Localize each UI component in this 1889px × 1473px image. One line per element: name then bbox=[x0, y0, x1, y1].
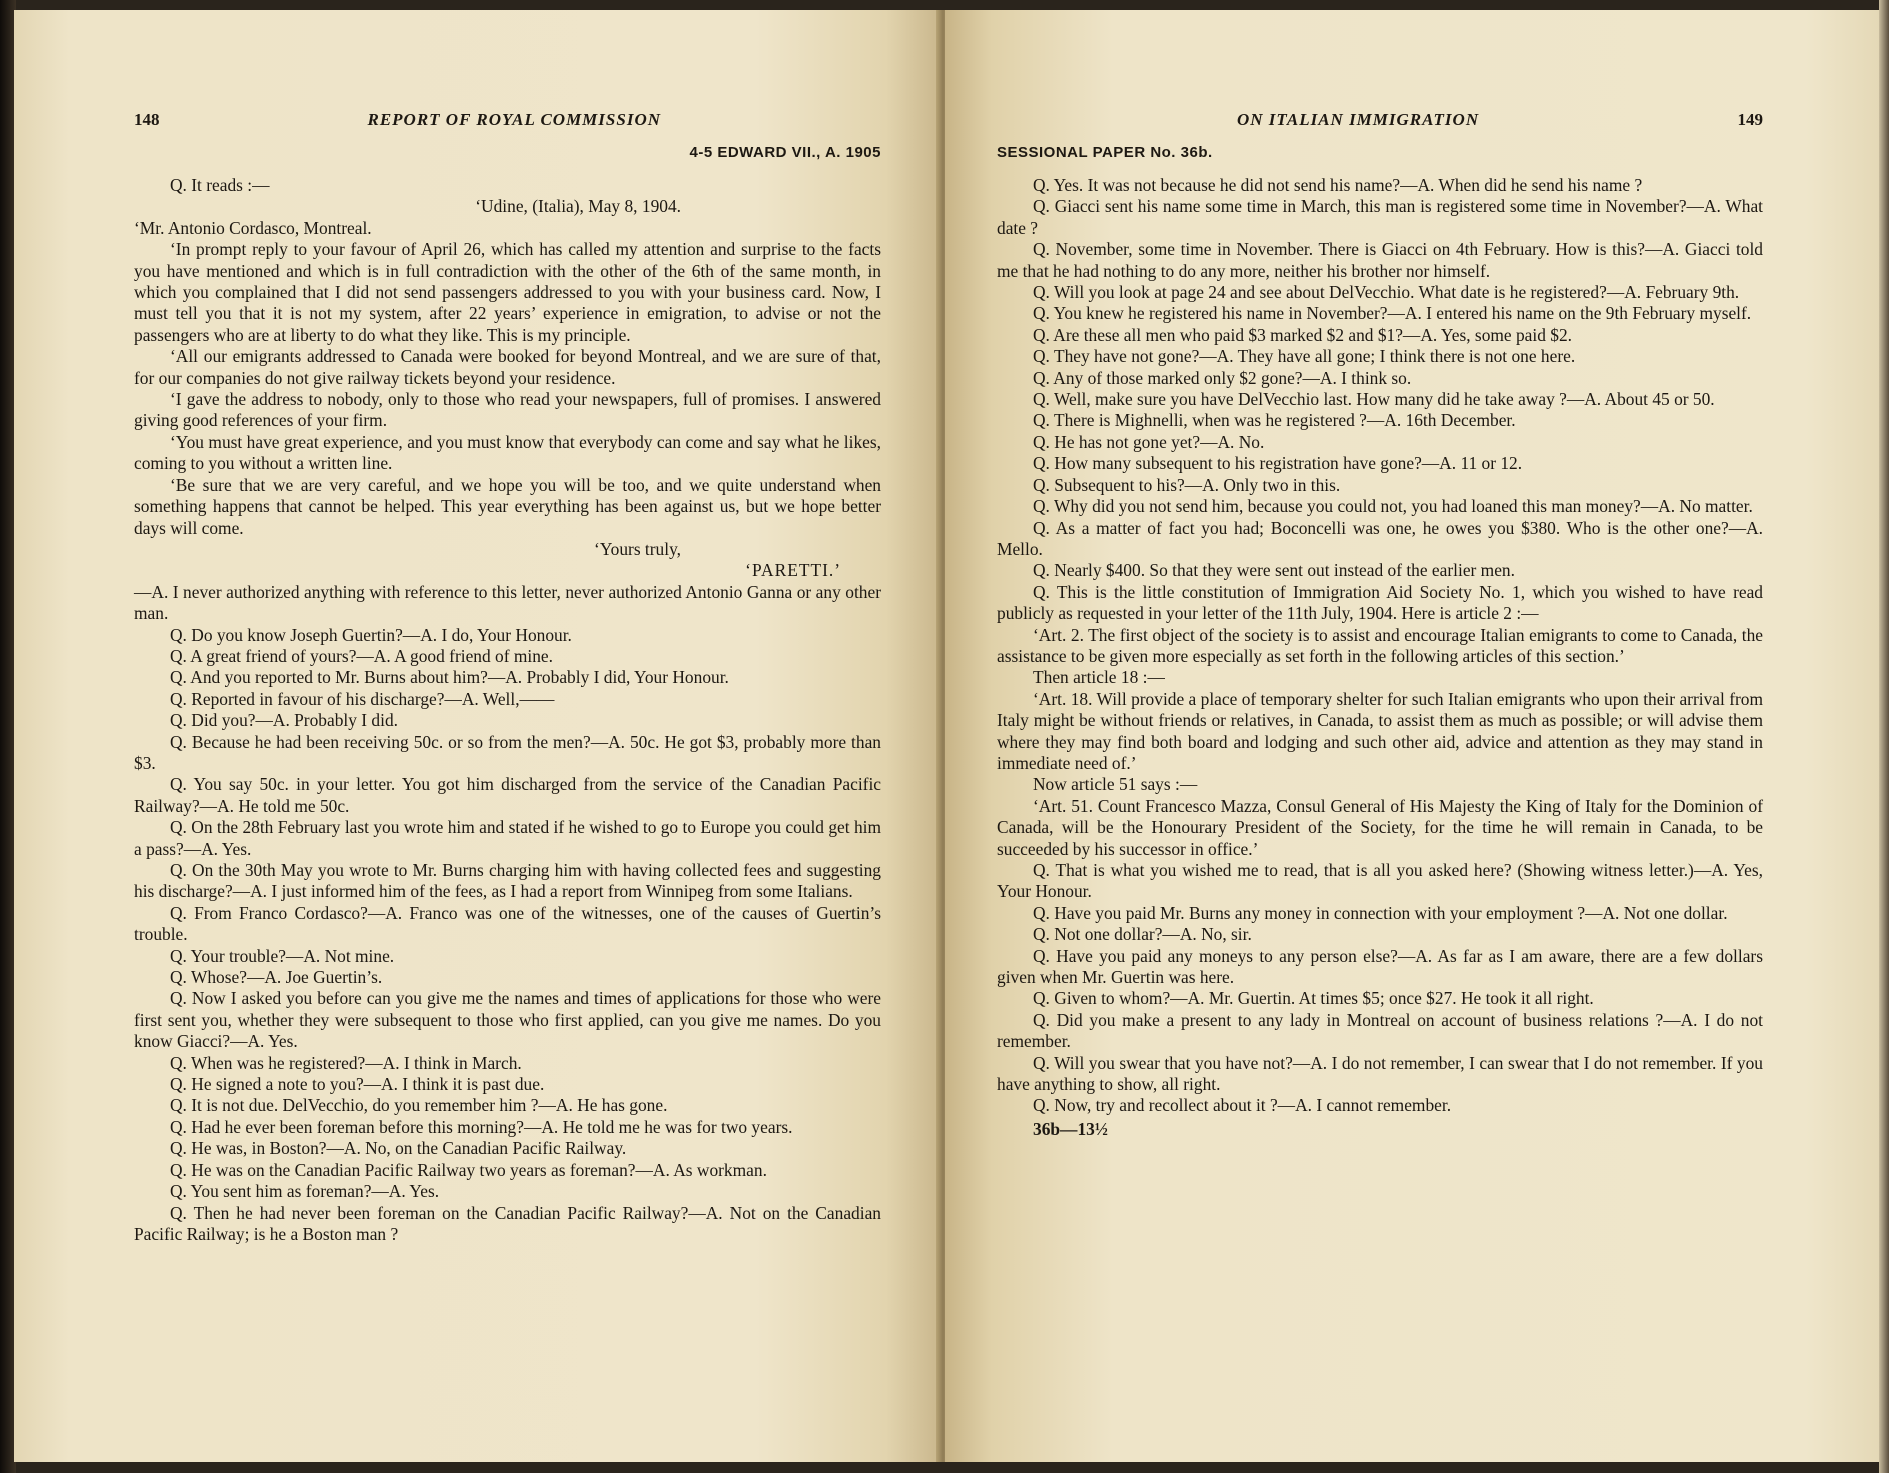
paragraph: ‘Mr. Antonio Cordasco, Montreal. bbox=[134, 217, 372, 238]
paragraph: Q. He was, in Boston?—A. No, on the Canadian Pacific Railway. bbox=[170, 1138, 627, 1159]
paragraph: Q. Now, try and recollect about it ?—A. I cannot remember. bbox=[1033, 1095, 1452, 1116]
left-page-number: 148 bbox=[134, 110, 160, 129]
right-page-footer bbox=[997, 1119, 1763, 1140]
paragraph: Q. A great friend of yours?—A. A good friend of mine. bbox=[170, 645, 553, 666]
paragraph: Q. On the 28th February last you wrote him and stated if he wished to go to Europe you could get him a pass?—A. Yes. bbox=[134, 817, 881, 859]
paragraph: Q. From Franco Cordasco?—A. Franco was one of the witnesses, one of the causes of Guertin’s trouble. bbox=[134, 902, 881, 945]
paragraph: Q. You say 50c. in your letter. You got him discharged from the service of the Canadian Pacific Railway?—A. He told me 50c. bbox=[134, 774, 881, 816]
paragraph: Q. Have you paid any moneys to any person else?—A. As far as I am aware, there are a few dollars given when Mr. Guertin was here. bbox=[997, 945, 1763, 988]
paragraph: ‘In prompt reply to your favour of April 26, which has called my attention and surprise to the facts you have mentioned and which is in full contradiction with the other of the 6th of the same month, in which you complained that I did not send passengers addressed to you with your business card. Now, I must tell you that it is not my system, after 22 years’ experience in emigration, to advise or not the passengers who are at liberty to do what they like. This is my principle. bbox=[134, 239, 881, 345]
left-page-body bbox=[134, 175, 881, 1245]
paragraph: ‘I gave the address to nobody, only to those who read your newspapers, full of promises. I answered giving good references of your firm. bbox=[134, 389, 881, 431]
paragraph: ‘Yours truly, bbox=[594, 538, 681, 559]
paragraph: Q. Are these all men who paid $3 marked $2 and $1?—A. Yes, some paid $2. bbox=[1033, 324, 1573, 345]
paragraph: —A. I never authorized anything with reference to this letter, never authorized Antonio Ganna or any other man. bbox=[134, 581, 881, 624]
paragraph: Q. That is what you wished me to read, that is all you asked here? (Showing witness letter.)—A. Yes, Your Honour. bbox=[997, 860, 1763, 902]
paragraph: Q. This is the little constitution of Immigration Aid Society No. 1, which you wished to have read publicly as requested in your letter of the 11th July, 1904. Here is article 2 :— bbox=[997, 581, 1763, 624]
paragraph: Q. When was he registered?—A. I think in March. bbox=[170, 1052, 522, 1073]
paragraph: Q. As a matter of fact you had; Boconcelli was one, he owes you $380. Who is the other one?—A. Mello. bbox=[997, 517, 1763, 559]
paragraph: Q. He has not gone yet?—A. No. bbox=[1033, 431, 1265, 452]
paragraph: Q. How many subsequent to his registration have gone?—A. 11 or 12. bbox=[1033, 453, 1523, 474]
paragraph: Q. Your trouble?—A. Not mine. bbox=[170, 945, 395, 966]
paragraph: Q. Giacci sent his name some time in March, this man is registered some time in November?—A. What date ? bbox=[997, 196, 1763, 238]
paragraph: Q. It reads :— bbox=[170, 175, 270, 195]
paragraph: Q. Well, make sure you have DelVecchio last. How many did he take away ?—A. About 45 or 50. bbox=[1033, 389, 1715, 410]
paragraph: Q. He was on the Canadian Pacific Railway two years as foreman?—A. As workman. bbox=[170, 1159, 767, 1180]
right-session-line: SESSIONAL PAPER No. 36b. bbox=[997, 144, 1213, 161]
paragraph: Q. Will you swear that you have not?—A. I do not remember, I can swear that I do not remember. If you have anything to show, all right. bbox=[997, 1052, 1763, 1095]
paragraph: Q. November, some time in November. There is Giacci on 4th February. How is this?—A. Giacci told me that he had nothing to do any more, neither his brother nor himself. bbox=[997, 239, 1763, 281]
paragraph: Q. He signed a note to you?—A. I think it is past due. bbox=[170, 1074, 545, 1095]
paragraph: ‘PARETTI.’ bbox=[745, 560, 841, 581]
paragraph: Q. Why did you not send him, because you could not, you had loaned this man money?—A. No matter. bbox=[1033, 496, 1753, 517]
left-running-title: REPORT OF ROYAL COMMISSION bbox=[367, 110, 661, 129]
paragraph: Q. On the 30th May you wrote to Mr. Burns charging him with having collected fees and suggesting his discharge?—A. I just informed him of the fees, as I had a report from Winnipeg from some Italians. bbox=[134, 860, 881, 902]
paragraph: Q. Now I asked you before can you give me the names and times of applications for those who were first sent you, whether they were subsequent to those who first applied, can you give me names. Do you know Giacci?—A. Yes. bbox=[134, 988, 881, 1052]
signature-mark: 36b—13½ bbox=[1033, 1118, 1108, 1139]
paragraph: Q. It is not due. DelVecchio, do you remember him ?—A. He has gone. bbox=[170, 1095, 668, 1116]
paragraph: Then article 18 :— bbox=[1033, 667, 1165, 688]
left-session-line: 4-5 EDWARD VII., A. 1905 bbox=[689, 144, 881, 161]
paragraph: Q. Whose?—A. Joe Guertin’s. bbox=[170, 967, 383, 988]
paragraph: Q. Then he had never been foreman on the Canadian Pacific Railway?—A. Not on the Canadian Pacific Railway; is he a Boston man ? bbox=[134, 1202, 881, 1244]
left-page bbox=[14, 10, 941, 1462]
right-page-header bbox=[997, 110, 1763, 130]
paragraph: Q. Yes. It was not because he did not send his name?—A. When did he send his name ? bbox=[1033, 175, 1643, 195]
paragraph: Q. And you reported to Mr. Burns about him?—A. Probably I did, Your Honour. bbox=[170, 667, 729, 688]
paragraph: Q. Will you look at page 24 and see about DelVecchio. What date is he registered?—A. February 9th. bbox=[1033, 282, 1740, 303]
paragraph: Q. There is Mighnelli, when was he registered ?—A. 16th December. bbox=[1033, 410, 1516, 431]
right-page-body bbox=[997, 175, 1763, 1117]
paragraph: Now article 51 says :— bbox=[1033, 774, 1198, 795]
right-page bbox=[945, 10, 1881, 1462]
book-edge-right bbox=[1879, 0, 1889, 1473]
paragraph: Q. Given to whom?—A. Mr. Guertin. At times $5; once $27. He took it all right. bbox=[1033, 988, 1594, 1009]
paragraph: Q. Subsequent to his?—A. Only two in this. bbox=[1033, 474, 1341, 495]
paragraph: Q. Not one dollar?—A. No, sir. bbox=[1033, 924, 1252, 945]
paragraph: ‘Art. 2. The first object of the society is to assist and encourage Italian emigrants to come to Canada, the assistance to be given more especially as set forth in the following articles of this section.’ bbox=[997, 624, 1763, 666]
paragraph: ‘You must have great experience, and you must know that everybody can come and say what he likes, coming to you without a written line. bbox=[134, 431, 881, 474]
paragraph: Q. Did you?—A. Probably I did. bbox=[170, 710, 398, 731]
paragraph: Q. Have you paid Mr. Burns any money in connection with your employment ?—A. Not one dollar. bbox=[1033, 902, 1728, 923]
paragraph: Q. Nearly $400. So that they were sent out instead of the earlier men. bbox=[1033, 560, 1515, 581]
paragraph: Q. Did you make a present to any lady in Montreal on account of business relations ?—A. I do not remember. bbox=[997, 1009, 1763, 1052]
paragraph: Q. You sent him as foreman?—A. Yes. bbox=[170, 1181, 440, 1202]
left-page-header bbox=[134, 110, 881, 130]
right-running-title: ON ITALIAN IMMIGRATION bbox=[1237, 110, 1480, 129]
paragraph: Q. Any of those marked only $2 gone?—A. I think so. bbox=[1033, 367, 1412, 388]
paragraph: ‘Be sure that we are very careful, and we hope you will be too, and we quite understand when something happens that cannot be helped. This year everything has been against us, but we hope better days will come. bbox=[134, 474, 881, 538]
paragraph: ‘Udine, (Italia), May 8, 1904. bbox=[475, 196, 681, 217]
paragraph: Q. Do you know Joseph Guertin?—A. I do, Your Honour. bbox=[170, 624, 572, 645]
paragraph: Q. You knew he registered his name in November?—A. I entered his name on the 9th February myself. bbox=[1033, 303, 1752, 324]
paragraph: Q. Reported in favour of his discharge?—A. Well,—— bbox=[170, 688, 555, 709]
paragraph: ‘All our emigrants addressed to Canada were booked for beyond Montreal, and we are sure of that, for our companies do not give railway tickets beyond your residence. bbox=[134, 346, 881, 388]
right-page-number: 149 bbox=[1737, 110, 1763, 129]
paragraph: Q. Because he had been receiving 50c. or so from the men?—A. 50c. He got $3, probably more than $3. bbox=[134, 731, 881, 773]
paragraph: Q. They have not gone?—A. They have all gone; I think there is not one here. bbox=[1033, 346, 1576, 367]
paragraph: ‘Art. 18. Will provide a place of temporary shelter for such Italian emigrants who upon their arrival from Italy might be without friends or relatives, in Canada, to assist them as much as possible; or will advise them where they may find both board and lodging and such other aid, advice and attention as they may stand in immediate need of.’ bbox=[997, 688, 1763, 773]
paragraph: Q. Had he ever been foreman before this morning?—A. He told me he was for two years. bbox=[170, 1116, 793, 1137]
paragraph: ‘Art. 51. Count Francesco Mazza, Consul General of His Majesty the King of Italy for the Dominion of Canada, will be the Honourary President of the Society, for the time he will remain in Canada, to be succeeded by his successor in office.’ bbox=[997, 795, 1763, 859]
